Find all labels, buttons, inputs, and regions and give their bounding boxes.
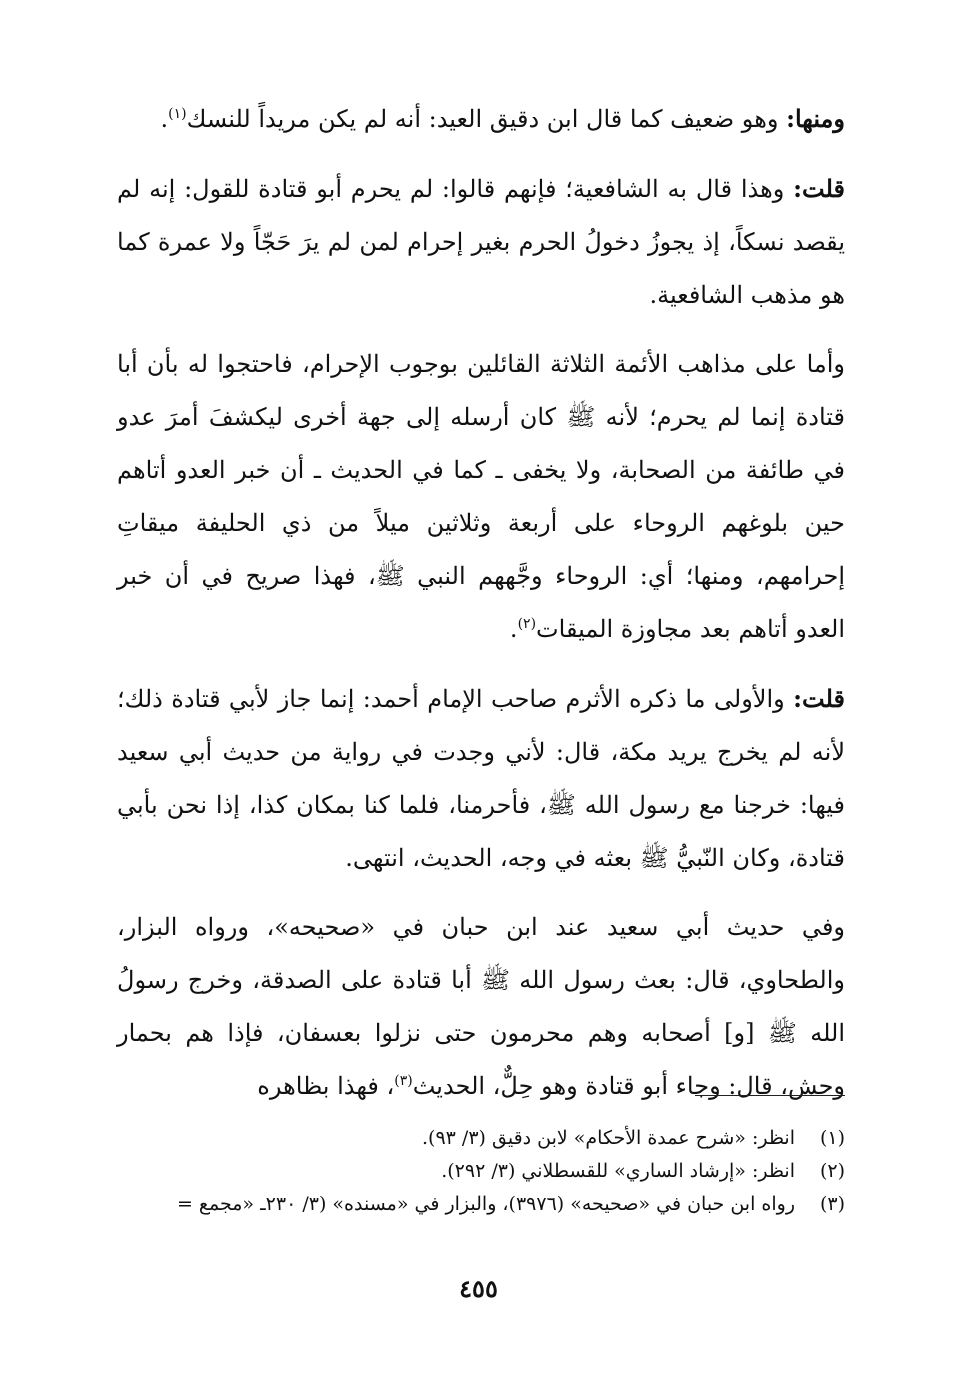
paragraph-lead: ومنها: — [786, 104, 845, 133]
paragraph-end: . — [160, 105, 169, 133]
paragraph-end: ، فهذا بظاهره — [257, 1072, 395, 1100]
footnote-text: رواه ابن حبان في «صحيحه» (٣٩٧٦)، والبزار في «مسنده» (٣/ ٢٣٠ـ «مجمع = — [176, 1193, 795, 1215]
page-number: ٤٥٥ — [459, 1274, 498, 1303]
paragraph-end: . — [509, 615, 518, 643]
paragraph-text: وهذا قال به الشافعية؛ فإنهم قالوا: لم يحرم أبو قتادة للقول: إنه لم يقصد نسكاً، إذ يجوزُ دخولُ الحرم بغير إحرام لمن لم يرَ حَجّاً ولا عمرة كما هو مذهب الشافعية. — [117, 175, 845, 309]
footnote-ref[interactable]: (٣) — [394, 1073, 413, 1089]
paragraph-text: والأولى ما ذكره الأثرم صاحب الإمام أحمد: إنما جاز لأبي قتادة ذلك؛ لأنه لم يخرج يريد مكة، قال: لأني وجدت في رواية من حديث أبي سعيد فيها: خرجنا مع رسول الله ﷺ، فأحرمنا، فلما كنا بمكان كذا، إذا نحن بأبي قتادة، وكان النّبيُّ ﷺ بعثه في وجه، الحديث، انتهى. — [117, 685, 845, 872]
paragraph-5 — [117, 901, 845, 1113]
paragraph-lead: قلت: — [793, 174, 845, 203]
paragraph-4 — [117, 672, 845, 885]
paragraph-2 — [117, 162, 845, 322]
footnote — [110, 1188, 845, 1221]
paragraph-1 — [117, 92, 845, 146]
paragraph-text: وهو ضعيف كما قال ابن دقيق العيد: أنه لم يكن مريداً للنسك — [186, 105, 787, 133]
footnote-ref[interactable]: (٢) — [517, 616, 537, 632]
paragraph-lead: قلت: — [793, 684, 845, 713]
paragraph-text: وفي حديث أبي سعيد عند ابن حبان في «صحيحه»، ورواه البزار، والطحاوي، قال: بعث رسول الله ﷺ أبا قتادة على الصدقة، وخرج رسولُ الله ﷺ [و] أصحابه وهم محرمون حتى نزلوا بعسفان، فإذا هم بحمار وحش، قال: وجاء أبو قتادة وهو حِلٌّ، الحديث — [117, 913, 845, 1100]
footnote-number: (١) — [819, 1127, 845, 1149]
footnote-text: انظر: «شرح عمدة الأحكام» لابن دقيق (٣/ ٩٣). — [421, 1127, 795, 1149]
footnote-divider — [695, 1095, 845, 1096]
footnote — [110, 1155, 845, 1188]
main-text — [117, 92, 845, 1113]
footnote-text: انظر: «إرشاد الساري» للقسطلاني (٣/ ٢٩٢). — [441, 1160, 795, 1182]
footnotes — [110, 1122, 845, 1221]
footnote — [110, 1122, 845, 1155]
footnote-number: (٣) — [819, 1193, 845, 1215]
paragraph-3 — [117, 338, 845, 656]
footnote-ref[interactable]: (١) — [168, 106, 187, 122]
footnote-number: (٢) — [819, 1160, 845, 1182]
paragraph-text: وأما على مذاهب الأئمة الثلاثة القائلين بوجوب الإحرام، فاحتجوا له بأن أبا قتادة إنما لم يحرم؛ لأنه ﷺ كان أرسله إلى جهة أخرى ليكشفَ أمرَ عدو في طائفة من الصحابة، ولا يخفى ـ كما في الحديث ـ أن خبر العدو أتاهم حين بلوغهم الروحاء على أربعة وثلاثين ميلاً من ذي الحليفة ميقاتِ إحرامهم، ومنها؛ أي: الروحاء وجَّههم النبي ﷺ، فهذا صريح في أن خبر العدو أتاهم بعد مجاوزة الميقات — [117, 350, 845, 643]
